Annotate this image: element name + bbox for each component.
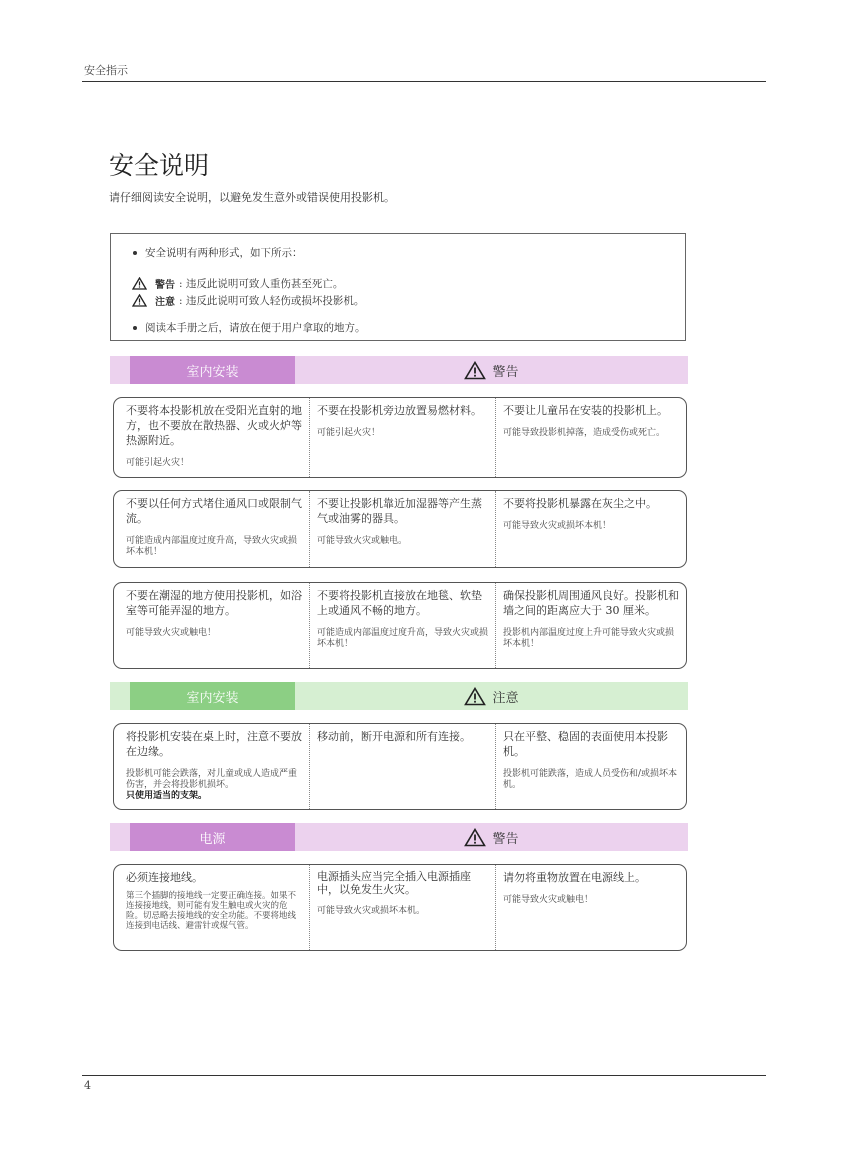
banner-level: [295, 356, 688, 384]
section-banner-power-warning: [110, 823, 688, 851]
notice-box: [110, 233, 686, 341]
footer-rule: [82, 1075, 766, 1076]
page-subtitle: 请仔细阅读安全说明，以避免发生意外或错误使用投影机。: [109, 191, 395, 204]
item-instruction: 不要将本投影机放在受阳光直射的地方，也不要放在散热器、火或火炉等热源附近。: [126, 404, 302, 447]
item-consequence-bold: 只使用适当的支架。: [126, 791, 208, 801]
safety-item: [114, 865, 309, 950]
item-consequence: 可能引起火灾！: [317, 428, 381, 438]
safety-card: [113, 723, 687, 810]
item-instruction: 确保投影机周围通风良好。投影机和墙之间的距离应大于 30 厘米。: [503, 589, 679, 617]
item-consequence: 可能导致火灾或触电！: [126, 628, 217, 638]
item-consequence: 可能导致火灾或触电！: [503, 895, 594, 905]
item-consequence: 可能造成内部温度过度升高，导致火灾或损坏本机！: [317, 628, 489, 649]
item-consequence: 可能导致火灾或损坏本机。: [317, 906, 426, 916]
item-instruction: 不要在潮湿的地方使用投影机，如浴室等可能弄湿的地方。: [126, 589, 302, 617]
safety-item: [114, 398, 309, 477]
caution-triangle-icon: [464, 687, 486, 706]
safety-item: [309, 724, 495, 809]
safety-item: [495, 491, 686, 567]
item-instruction: 移动前，断开电源和所有连接。: [317, 730, 471, 743]
safety-item: [309, 583, 495, 668]
running-header: 安全指示: [84, 64, 128, 77]
caution-triangle-icon: [132, 294, 147, 307]
safety-card: [113, 864, 687, 951]
bullet-dot: [133, 251, 137, 255]
safety-item: [495, 724, 686, 809]
safety-item: [309, 865, 495, 950]
page-number: 4: [84, 1079, 91, 1092]
safety-item: [114, 491, 309, 567]
warning-triangle-icon: [464, 361, 486, 380]
section-banner-indoor-warning: [110, 356, 688, 384]
item-instruction: 只在平整、稳固的表面使用本投影机。: [503, 730, 668, 758]
safety-card: [113, 582, 687, 669]
item-consequence-text: 投影机可能会跌落，对儿童或成人造成严重伤害，并会将投影机损坏。: [126, 769, 298, 790]
item-instruction: 不要以任何方式堵住通风口或限制气流。: [126, 497, 302, 525]
item-consequence: 第三个插脚的接地线一定要正确连接。如果不连接接地线，则可能有发生触电或火灾的危险。切忌略去接地线的安全功能。不要将地线连接到电话线、避雷针或煤气管。: [126, 891, 297, 931]
item-consequence: [126, 769, 304, 802]
item-instruction: 不要将投影机暴露在灰尘之中。: [503, 497, 657, 510]
safety-item: [495, 865, 686, 950]
banner-level-label: 注意: [492, 690, 519, 706]
item-consequence: 可能导致投影机掉落，造成受伤或死亡。: [503, 428, 666, 438]
section-tab: 电源: [130, 823, 295, 851]
item-instruction: 请勿将重物放置在电源线上。: [503, 871, 646, 884]
caution-definition: [132, 293, 364, 308]
section-banner-indoor-caution: [110, 682, 688, 710]
notice-keep-text: 阅读本手册之后，请放在便于用户拿取的地方。: [145, 322, 366, 334]
item-consequence: 投影机内部温度过度上升可能导致火灾或损坏本机！: [503, 628, 675, 649]
item-consequence: 投影机可能跌落，造成人员受伤和/或损坏本机。: [503, 769, 678, 790]
item-instruction: 将投影机安装在桌上时，注意不要放在边缘。: [126, 730, 302, 758]
item-instruction: 不要让儿童吊在安装的投影机上。: [503, 404, 668, 417]
banner-level: [295, 823, 688, 851]
bullet-dot: [133, 326, 137, 330]
page-title: 安全说明: [109, 151, 210, 180]
warning-label: 警告: [155, 280, 175, 291]
header-rule: [82, 81, 766, 82]
caution-label: 注意: [155, 297, 175, 308]
item-consequence: 可能导致火灾或触电。: [317, 536, 408, 546]
notice-keep: [133, 320, 366, 335]
safety-item: [495, 583, 686, 668]
section-tab: 室内安装: [130, 356, 295, 384]
notice-intro: [133, 245, 303, 260]
banner-level-label: 警告: [492, 364, 519, 380]
banner-level-label: 警告: [492, 831, 519, 847]
item-instruction: 必须连接地线。: [126, 871, 203, 884]
item-consequence: 可能引起火灾！: [126, 458, 190, 468]
notice-intro-text: 安全说明有两种形式，如下所示：: [145, 247, 303, 259]
item-consequence: 可能导致火灾或损坏本机！: [503, 521, 612, 531]
safety-item: [114, 583, 309, 668]
warning-triangle-icon: [132, 277, 147, 290]
safety-item: [495, 398, 686, 477]
item-instruction: 电源插头应当完全插入电源插座中，以免发生火灾。: [317, 870, 471, 896]
warning-description: : 违反此说明可致人重伤甚至死亡。: [179, 278, 344, 290]
section-tab: 室内安装: [130, 682, 295, 710]
safety-card: [113, 490, 687, 568]
safety-card: [113, 397, 687, 478]
item-instruction: 不要在投影机旁边放置易燃材料。: [317, 404, 482, 417]
warning-triangle-icon: [464, 828, 486, 847]
caution-description: : 违反此说明可致人轻伤或损坏投影机。: [179, 295, 365, 307]
warning-definition: [132, 276, 343, 291]
item-consequence: 可能造成内部温度过度升高，导致火灾或损坏本机！: [126, 536, 298, 557]
item-instruction: 不要让投影机靠近加湿器等产生蒸气或油雾的器具。: [317, 497, 482, 525]
safety-item: [309, 491, 495, 567]
safety-item: [114, 724, 309, 809]
safety-item: [309, 398, 495, 477]
banner-level: [295, 682, 688, 710]
item-instruction: 不要将投影机直接放在地毯、软垫上或通风不畅的地方。: [317, 589, 482, 617]
